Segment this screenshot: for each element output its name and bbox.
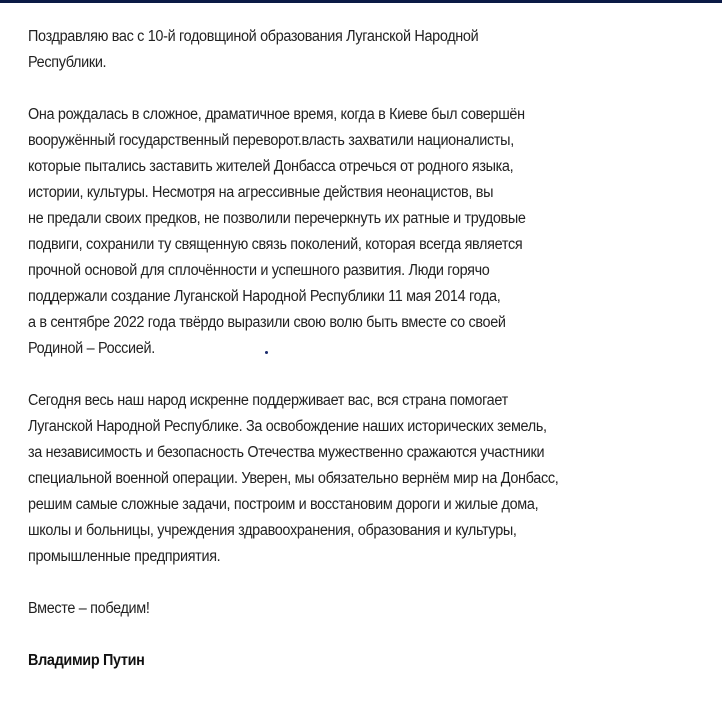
text-line: решим самые сложные задачи, построим и восстановим дороги и жилые дома, (28, 496, 539, 513)
paragraph-closing (28, 596, 614, 622)
signature: Владимир Путин (28, 652, 145, 669)
top-bar (0, 0, 722, 3)
text-line: Она рождалась в сложное, драматичное время, когда в Киеве был совершён (28, 106, 525, 123)
text-line: вооружённый государственный переворот.власть захватили националисты, (28, 132, 514, 149)
text-line: Сегодня весь наш народ искренне поддерживает вас, вся страна помогает (28, 392, 508, 409)
text-line: школы и больницы, учреждения здравоохранения, образования и культуры, (28, 522, 517, 539)
text-line: а в сентябре 2022 года твёрдо выразили свою волю быть вместе со своей (28, 314, 506, 331)
text-line: Родиной – Россией. (28, 340, 155, 357)
letter-body (28, 24, 614, 700)
text-line: истории, культуры. Несмотря на агрессивные действия неонацистов, вы (28, 184, 494, 201)
text-line: которые пытались заставить жителей Донбасса отречься от родного языка, (28, 158, 514, 175)
paragraph-support (28, 388, 614, 570)
text-line: не предали своих предков, не позволили перечеркнуть их ратные и трудовые (28, 210, 526, 227)
stray-dot (265, 351, 268, 354)
text-line: поддержали создание Луганской Народной Республики 11 мая 2014 года, (28, 288, 501, 305)
paragraph-greeting (28, 24, 614, 76)
text-line: специальной военной операции. Уверен, мы обязательно вернём мир на Донбасс, (28, 470, 559, 487)
text-line: Республики. (28, 54, 107, 71)
text-line: за независимость и безопасность Отечества мужественно сражаются участники (28, 444, 545, 461)
text-line: прочной основой для сплочённости и успешного развития. Люди горячо (28, 262, 490, 279)
paragraph-history (28, 102, 614, 362)
text-line: промышленные предприятия. (28, 548, 221, 565)
text-line: Луганской Народной Республике. За освобождение наших исторических земель, (28, 418, 547, 435)
text-line: Вместе – победим! (28, 600, 150, 617)
text-line: Поздравляю вас с 10-й годовщиной образования Луганской Народной (28, 28, 479, 45)
text-line: подвиги, сохранили ту священную связь поколений, которая всегда является (28, 236, 523, 253)
